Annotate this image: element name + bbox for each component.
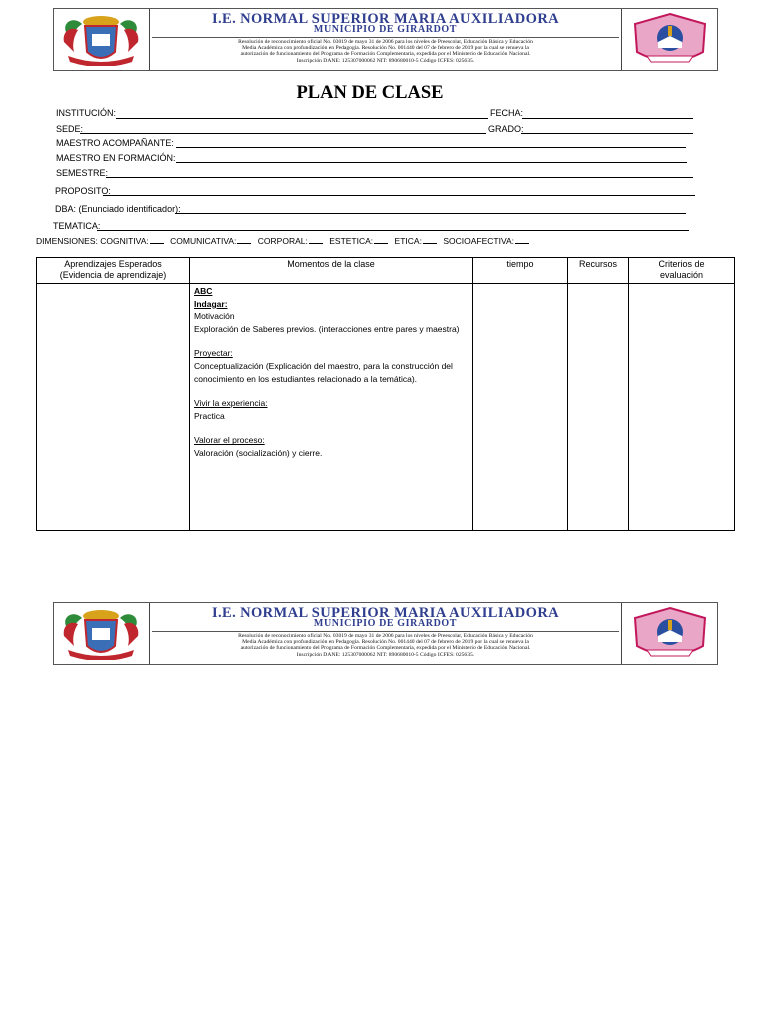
header-banner <box>53 8 718 71</box>
conceptualizacion-text: Conceptualización (Explicación del maestro, para la construcción del conocimiento en los estudiantes relacionado a la temática). <box>194 360 453 384</box>
proposito-label: PROPOSITO: <box>55 186 111 196</box>
header-divider <box>152 631 619 632</box>
dimension-socioafectiva-field[interactable] <box>515 235 529 244</box>
dimension-estetica-field[interactable] <box>374 235 388 244</box>
aprendizajes-cell[interactable] <box>37 284 190 531</box>
col-momentos-header: Momentos de la clase <box>190 258 473 284</box>
page-title: PLAN DE CLASE <box>296 83 444 103</box>
dimension-corporal-field[interactable] <box>309 235 323 244</box>
dimensions-row <box>36 235 533 246</box>
tematica-label: TEMATICA: <box>53 221 101 231</box>
dimension-etica-label: ETICA: <box>394 236 422 246</box>
resolution-text: Resolución de reconocimiento oficial No. 03019 de mayo 31 de 2006 para los niveles de Preescolar, Educación Básica y Educación Media Académica con profundización en Pedagogía. Resolución No. 001440 del 07 de febrero de 2019 por la cual se renueva la autorización de funcionamiento del Programa de Formación Complementaria, expedida por el Ministerio de Educación Nacional. Inscripción DANE: 125307000062 NIT: 890680010-5 Código ICFES: 025635. <box>238 39 533 64</box>
semestre-label: SEMESTRE: <box>56 168 109 178</box>
fecha-label: FECHA: <box>490 108 524 118</box>
dba-label: DBA: (Enunciado identificador): <box>55 204 181 214</box>
school-name: I.E. NORMAL SUPERIOR MARIA AUXILIADORA <box>211 11 560 27</box>
sede-label: SEDE: <box>56 124 84 134</box>
table-header-row <box>37 258 735 284</box>
valorar-heading: Valorar el proceso: <box>194 435 265 446</box>
table-row <box>37 284 735 531</box>
col-aprendizajes-header: Aprendizajes Esperados (Evidencia de aprendizaje) <box>37 258 190 284</box>
dimension-socioafectiva-label: SOCIOAFECTIVA: <box>443 236 515 246</box>
col-tiempo-header: tiempo <box>473 258 568 284</box>
header-divider <box>152 37 619 38</box>
sede-field[interactable] <box>80 133 486 134</box>
col-recursos-header: Recursos <box>568 258 629 284</box>
grado-field[interactable] <box>521 133 693 134</box>
col-criterios-header: Criterios de evaluación <box>629 258 735 284</box>
dimension-comunicativa-field[interactable] <box>237 235 251 244</box>
resolution-text: Resolución de reconocimiento oficial No. 03019 de mayo 31 de 2006 para los niveles de Preescolar, Educación Básica y Educación Media Académica con profundización en Pedagogía. Resolución No. 001440 del 07 de febrero de 2019 por la cual se renueva la autorización de funcionamiento del Programa de Formación Complementaria, expedida por el Ministerio de Educación Nacional. Inscripción DANE: 125307000062 NIT: 890680010-5 Código ICFES: 025635. <box>238 633 533 658</box>
formacion-field[interactable] <box>176 162 687 163</box>
abc-heading: ABC <box>194 286 213 296</box>
dimension-estetica-label: ESTETICA: <box>329 236 374 246</box>
grado-label: GRADO: <box>488 124 524 134</box>
dimension-etica-field[interactable] <box>423 235 437 244</box>
school-badge-icon <box>627 12 713 66</box>
acompanante-label: MAESTRO ACOMPAÑANTE: <box>56 138 174 148</box>
dimension-comunicativa-label: COMUNICATIVA: <box>170 236 237 246</box>
school-name: I.E. NORMAL SUPERIOR MARIA AUXILIADORA <box>211 605 560 621</box>
practica-text: Practica <box>194 410 225 421</box>
municipality: MUNICIPIO DE GIRARDOT <box>313 24 458 35</box>
proposito-field[interactable] <box>103 195 695 196</box>
municipality: MUNICIPIO DE GIRARDOT <box>313 618 458 629</box>
acompanante-field[interactable] <box>176 147 686 148</box>
indagar-heading: Indagar: <box>194 298 228 309</box>
dimension-cognitiva-field[interactable] <box>150 235 164 244</box>
tiempo-cell[interactable] <box>473 284 568 531</box>
vivir-heading: Vivir la experiencia: <box>194 398 268 409</box>
institucion-label: INSTITUCIÓN: <box>56 108 116 118</box>
header-center <box>149 9 622 70</box>
formacion-label: MAESTRO EN FORMACIÓN: <box>56 153 176 163</box>
fecha-field[interactable] <box>522 118 693 119</box>
momentos-cell[interactable] <box>190 284 473 531</box>
proyectar-heading: Proyectar: <box>194 348 233 359</box>
tematica-field[interactable] <box>97 230 689 231</box>
dba-field[interactable] <box>175 213 686 214</box>
header-center <box>149 603 622 664</box>
recursos-cell[interactable] <box>568 284 629 531</box>
school-crest-icon <box>58 606 144 660</box>
plan-table <box>36 257 735 531</box>
school-crest-icon <box>58 12 144 66</box>
dimension-cognitiva-label: COGNITIVA: <box>100 236 149 246</box>
school-badge-icon <box>627 606 713 660</box>
header-banner-repeat <box>53 602 718 665</box>
dimension-corporal-label: CORPORAL: <box>257 236 308 246</box>
institucion-field[interactable] <box>116 118 488 119</box>
criterios-cell[interactable] <box>629 284 735 531</box>
exploracion-text: Exploración de Saberes previos. (interacciones entre pares y maestra) <box>194 323 460 334</box>
valoracion-text: Valoración (socialización) y cierre. <box>194 447 323 458</box>
motivacion-text: Motivación <box>194 311 235 322</box>
semestre-field[interactable] <box>106 177 693 178</box>
dimensions-label: DIMENSIONES: <box>36 236 98 246</box>
